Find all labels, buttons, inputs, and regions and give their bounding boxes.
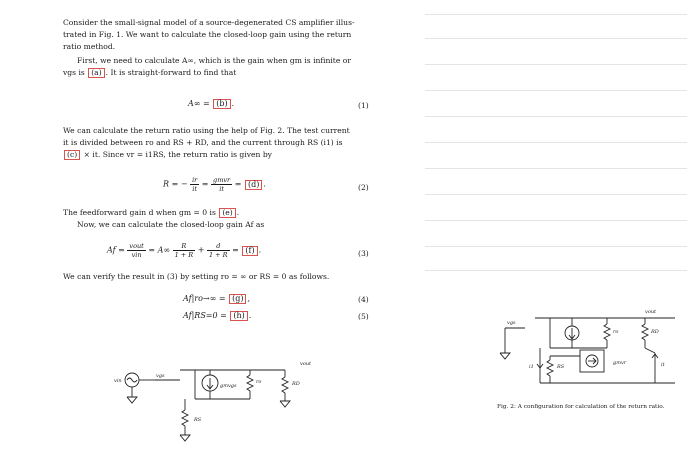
paragraph-3-line-3 — [63, 150, 272, 161]
equation-2-fraction-1: $\frac{ir}{it}$ — [192, 176, 198, 193]
rule-line-10 — [425, 246, 687, 247]
equation-2-equals-1: = — [201, 179, 209, 189]
paragraph-5-line-1: We can verify the result in (3) by setting ro = ∞ or RS = 0 as follows. — [63, 272, 330, 281]
equation-3-fraction-2: $\frac{R}{1 + R}$ — [174, 242, 194, 259]
rule-line-9 — [425, 220, 687, 221]
blank-g-box[interactable]: (g) — [229, 294, 246, 304]
blank-c-box[interactable]: (c) — [64, 150, 80, 160]
equation-2: R = − $\frac{ir}{it}$ = $\frac{\text{gmvr}}{it}$ = (d) . — [163, 176, 266, 193]
fig2-vout-label: vout — [645, 309, 657, 315]
paragraph-1-line-3: ratio method. — [63, 42, 116, 51]
paragraph-2-line-2-post: . It is straight-forward to find that — [105, 68, 237, 77]
fig2-circuit-diagram — [495, 298, 685, 393]
equation-3: Af = $\frac{\text{vout}}{\text{vin}}$ = A∞ $\frac{R}{1 + R}$ + $\frac{d}{1 + R}$ = (f) . — [107, 242, 262, 259]
fig2-vgs-label: vgs — [507, 320, 516, 326]
fig2-it-label: it — [661, 362, 665, 368]
equation-5: Af|RS=0 = (h) . — [183, 311, 252, 320]
fig1-vout-label: vout — [300, 361, 312, 367]
paragraph-1-line-1: Consider the small-signal model of a source-degenerated CS amplifier illus- — [63, 18, 355, 27]
equation-3-a-inf: = A∞ — [148, 245, 171, 255]
fig1-vin-label: vin — [114, 378, 122, 384]
fig1-rs-resistor-icon — [182, 410, 188, 426]
fig2-gmvr-label: gmvr — [613, 360, 627, 366]
paragraph-4-line-1-post: . — [236, 208, 240, 217]
fig1-ground-icon — [127, 397, 137, 403]
rule-line-3 — [425, 64, 687, 65]
equation-3-lhs: Af = — [107, 245, 125, 255]
paragraph-2-line-2-pre: vgs is — [63, 68, 85, 77]
fig2-gate-ground-icon — [500, 353, 510, 359]
equation-3-fraction-3: $\frac{d}{1 + R}$ — [208, 242, 228, 259]
fig2-rd-label: RD — [651, 329, 659, 335]
paragraph-3-line-1: We can calculate the return ratio using the help of Fig. 2. The test current — [63, 126, 350, 135]
fig1-circuit-diagram — [110, 355, 330, 454]
equation-5-number: (5) — [358, 312, 369, 321]
fig1-ro-resistor-icon — [247, 375, 253, 391]
rule-line-4 — [425, 90, 687, 91]
blank-d-box[interactable]: (d) — [245, 180, 262, 190]
equation-3-equals: = — [232, 245, 239, 255]
paragraph-3-line-3-post: × it. Since vr = i1RS, the return ratio is given by — [83, 150, 272, 159]
fig1-rd-ground-icon — [280, 401, 290, 407]
equation-3-plus: + — [197, 245, 205, 255]
fig1-gmvgs-label: gmvgs — [220, 383, 237, 389]
equation-2-equals-2: = — [234, 179, 242, 189]
paragraph-4-line-2: Now, we can calculate the closed-loop gain Af as — [77, 220, 265, 229]
rule-line-2 — [425, 38, 687, 39]
fig2-rs-resistor-icon — [547, 360, 553, 376]
equation-4: Af|ro→∞ = (g) , — [183, 294, 251, 303]
equation-5-lhs: Af|RS=0 = — [183, 311, 227, 320]
equation-4-lhs: Af|ro→∞ = — [183, 294, 226, 303]
fig2-caption: Fig. 2: A configuration for calculation of the return ratio. — [497, 404, 665, 410]
paragraph-2-line-1: First, we need to calculate A∞, which is the gain when gm is infinite or — [77, 56, 351, 65]
equation-4-number: (4) — [358, 295, 369, 304]
equation-2-number: (2) — [358, 183, 369, 192]
fig1-rd-label: RD — [292, 381, 300, 387]
rule-line-6 — [425, 142, 687, 143]
blank-a-box[interactable]: (a) — [88, 68, 104, 78]
blank-e-box[interactable]: (e) — [219, 208, 235, 218]
blank-b-box[interactable]: (b) — [213, 99, 230, 109]
fig2-rd-resistor-icon — [642, 324, 648, 340]
blank-f-box[interactable]: (f) — [242, 246, 257, 256]
paragraph-3-line-2: it is divided between ro and RS + RD, and the current through RS (i1) is — [63, 138, 343, 147]
rule-line-1 — [425, 14, 687, 15]
fig1-ro-label: ro — [256, 379, 262, 385]
rule-line-5 — [425, 116, 687, 117]
paragraph-1-line-2: trated in Fig. 1. We want to calculate the closed-loop gain using the return — [63, 30, 352, 39]
equation-3-number: (3) — [358, 249, 369, 258]
paragraph-4-line-1-pre: The feedforward gain d when gm = 0 is — [63, 208, 216, 217]
paragraph-2-line-2 — [63, 68, 236, 79]
blank-h-box[interactable]: (h) — [230, 311, 247, 321]
fig1-rd-resistor-icon — [282, 377, 288, 393]
fig2-rs-label: RS — [557, 364, 565, 370]
equation-1: A∞ = (b) . — [188, 99, 235, 108]
rule-line-11 — [425, 270, 687, 271]
fig2-ro-resistor-icon — [604, 324, 610, 340]
paragraph-4-line-1 — [63, 208, 239, 219]
fig1-rs-ground-icon — [180, 435, 190, 441]
fig2-ro-label: ro — [613, 329, 619, 335]
fig1-rs-label: RS — [194, 417, 202, 423]
equation-2-fraction-2: $\frac{\text{gmvr}}{it}$ — [213, 176, 231, 193]
rule-line-7 — [425, 168, 687, 169]
equation-2-lhs: R = − — [163, 179, 188, 189]
equation-3-fraction-1: $\frac{\text{vout}}{\text{vin}}$ — [129, 242, 144, 259]
fig1-vgs-label: vgs — [156, 373, 165, 379]
fig2-i1-label: i1 — [529, 364, 534, 370]
rule-line-8 — [425, 194, 687, 195]
equation-1-number: (1) — [358, 101, 369, 110]
equation-1-lhs: A∞ = — [188, 99, 210, 108]
